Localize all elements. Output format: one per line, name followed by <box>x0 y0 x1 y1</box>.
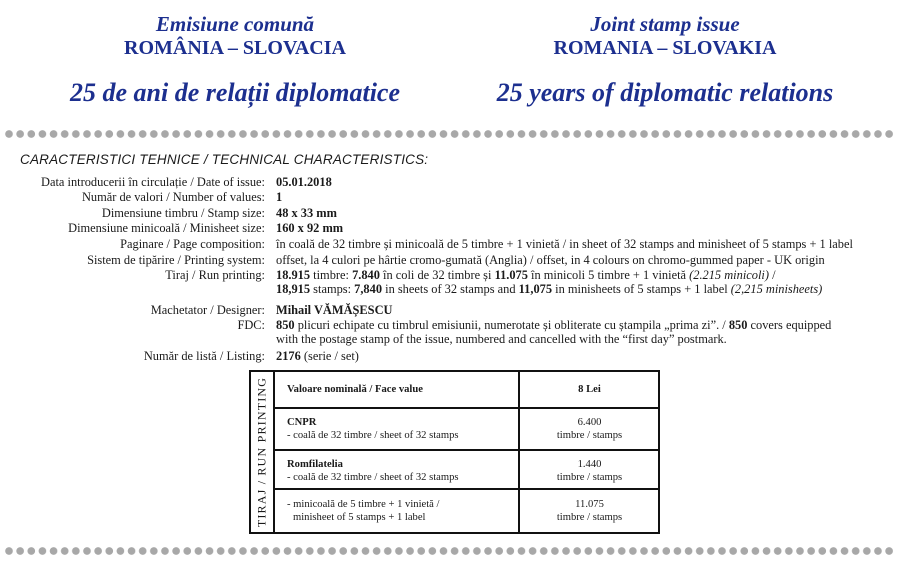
side-label-text: TIRAJ / RUN PRINTING <box>254 376 269 528</box>
spec-label: Număr de listă / Listing: <box>143 349 265 363</box>
dotted-divider-bottom <box>4 546 896 556</box>
row-divider <box>273 449 660 451</box>
row-quantity: 11.075 timbre / stamps <box>556 499 623 523</box>
row-divider <box>273 407 660 409</box>
subtitle-en: 25 years of diplomatic relations <box>496 78 834 107</box>
spec-value: 850 plicuri echipate cu timbrul emisiunii, numerotate și obliterate cu ștampila „prima zi”. / 850 covers equipped with the postage stamp of the issue, numbered and cancelled with the “first day” postmark. <box>276 318 832 346</box>
header-romanian <box>30 12 440 108</box>
print-run-table <box>249 370 660 534</box>
spec-label: Data introducerii în circulație / Date of issue: <box>41 175 265 189</box>
spec-label: Tiraj / Run printing: <box>165 268 265 282</box>
table-row-minisheet <box>287 499 517 524</box>
table-row-romfilatelia <box>287 459 517 484</box>
spec-value: 48 x 33 mm <box>276 206 337 220</box>
row-quantity: 1.440 timbre / stamps <box>556 459 623 483</box>
table-row-cnpr <box>287 417 517 442</box>
spec-value: 1 <box>276 190 283 204</box>
countries-en: ROMANIA – SLOVAKIA <box>553 37 777 59</box>
row-divider <box>273 488 660 490</box>
spec-value: 05.01.2018 <box>276 175 332 189</box>
spec-label: Număr de valori / Number of values: <box>81 190 265 204</box>
spec-label: Dimensiune minicoală / Minisheet size: <box>68 221 265 235</box>
spec-value: 2176 (serie / set) <box>276 349 359 363</box>
spec-value: 160 x 92 mm <box>276 221 344 235</box>
spec-label: FDC: <box>237 318 265 332</box>
tech-section-title: CARACTERISTICI TEHNICE / TECHNICAL CHARACTERISTICS: <box>20 152 429 167</box>
table-side-label <box>251 372 275 532</box>
row-quantity: 6.400 timbre / stamps <box>556 417 623 441</box>
spec-label: Sistem de tipărire / Printing system: <box>87 253 265 267</box>
spec-value: în coală de 32 timbre și minicoală de 5 timbre + 1 vinietă / in sheet of 32 stamps and minisheet of 5 stamps + 1 label <box>276 237 853 251</box>
issue-title-ro: Emisiune comună <box>155 12 315 36</box>
spec-label: Machetator / Designer: <box>150 303 265 317</box>
spec-value: offset, la 4 culori pe hârtie cromo-gumată (Anglia) / offset, in 4 colours on chromo-gummed paper - UK origin <box>276 253 825 267</box>
row-desc: - minicoală de 5 timbre + 1 vinietă / <box>287 499 440 510</box>
row-title: CNPR <box>287 417 317 428</box>
spec-label: Paginare / Page composition: <box>120 237 265 251</box>
row-desc: - coală de 32 timbre / sheet of 32 stamps <box>287 471 459 483</box>
spec-label: Dimensiune timbru / Stamp size: <box>101 206 265 220</box>
row-title: Romfilatelia <box>287 459 343 470</box>
issue-title-en: Joint stamp issue <box>590 12 740 36</box>
countries-ro: ROMÂNIA – SLOVACIA <box>124 37 346 59</box>
row-desc-en: minisheet of 5 stamps + 1 label <box>293 511 426 523</box>
face-value-label: Valoare nominală / Face value <box>287 384 423 395</box>
header-english <box>455 12 875 108</box>
face-value: 8 Lei <box>578 384 601 395</box>
subtitle-ro: 25 de ani de relații diplomatice <box>69 78 400 107</box>
spec-value: Mihail VĂMĂȘESCU <box>276 303 393 317</box>
row-desc: - coală de 32 timbre / sheet of 32 stamps <box>287 429 459 441</box>
dotted-divider-top <box>4 129 896 139</box>
spec-value: 18.915 timbre: 7.840 în coli de 32 timbre și 11.075 în minicoli 5 timbre + 1 vinietă (2.215 minicoli) / 18,915 stamps: 7,840 in sheets of 32 stamps and 11,075 in minisheets of 5 stamps + 1 label (2,215 minisheets) <box>276 268 823 296</box>
